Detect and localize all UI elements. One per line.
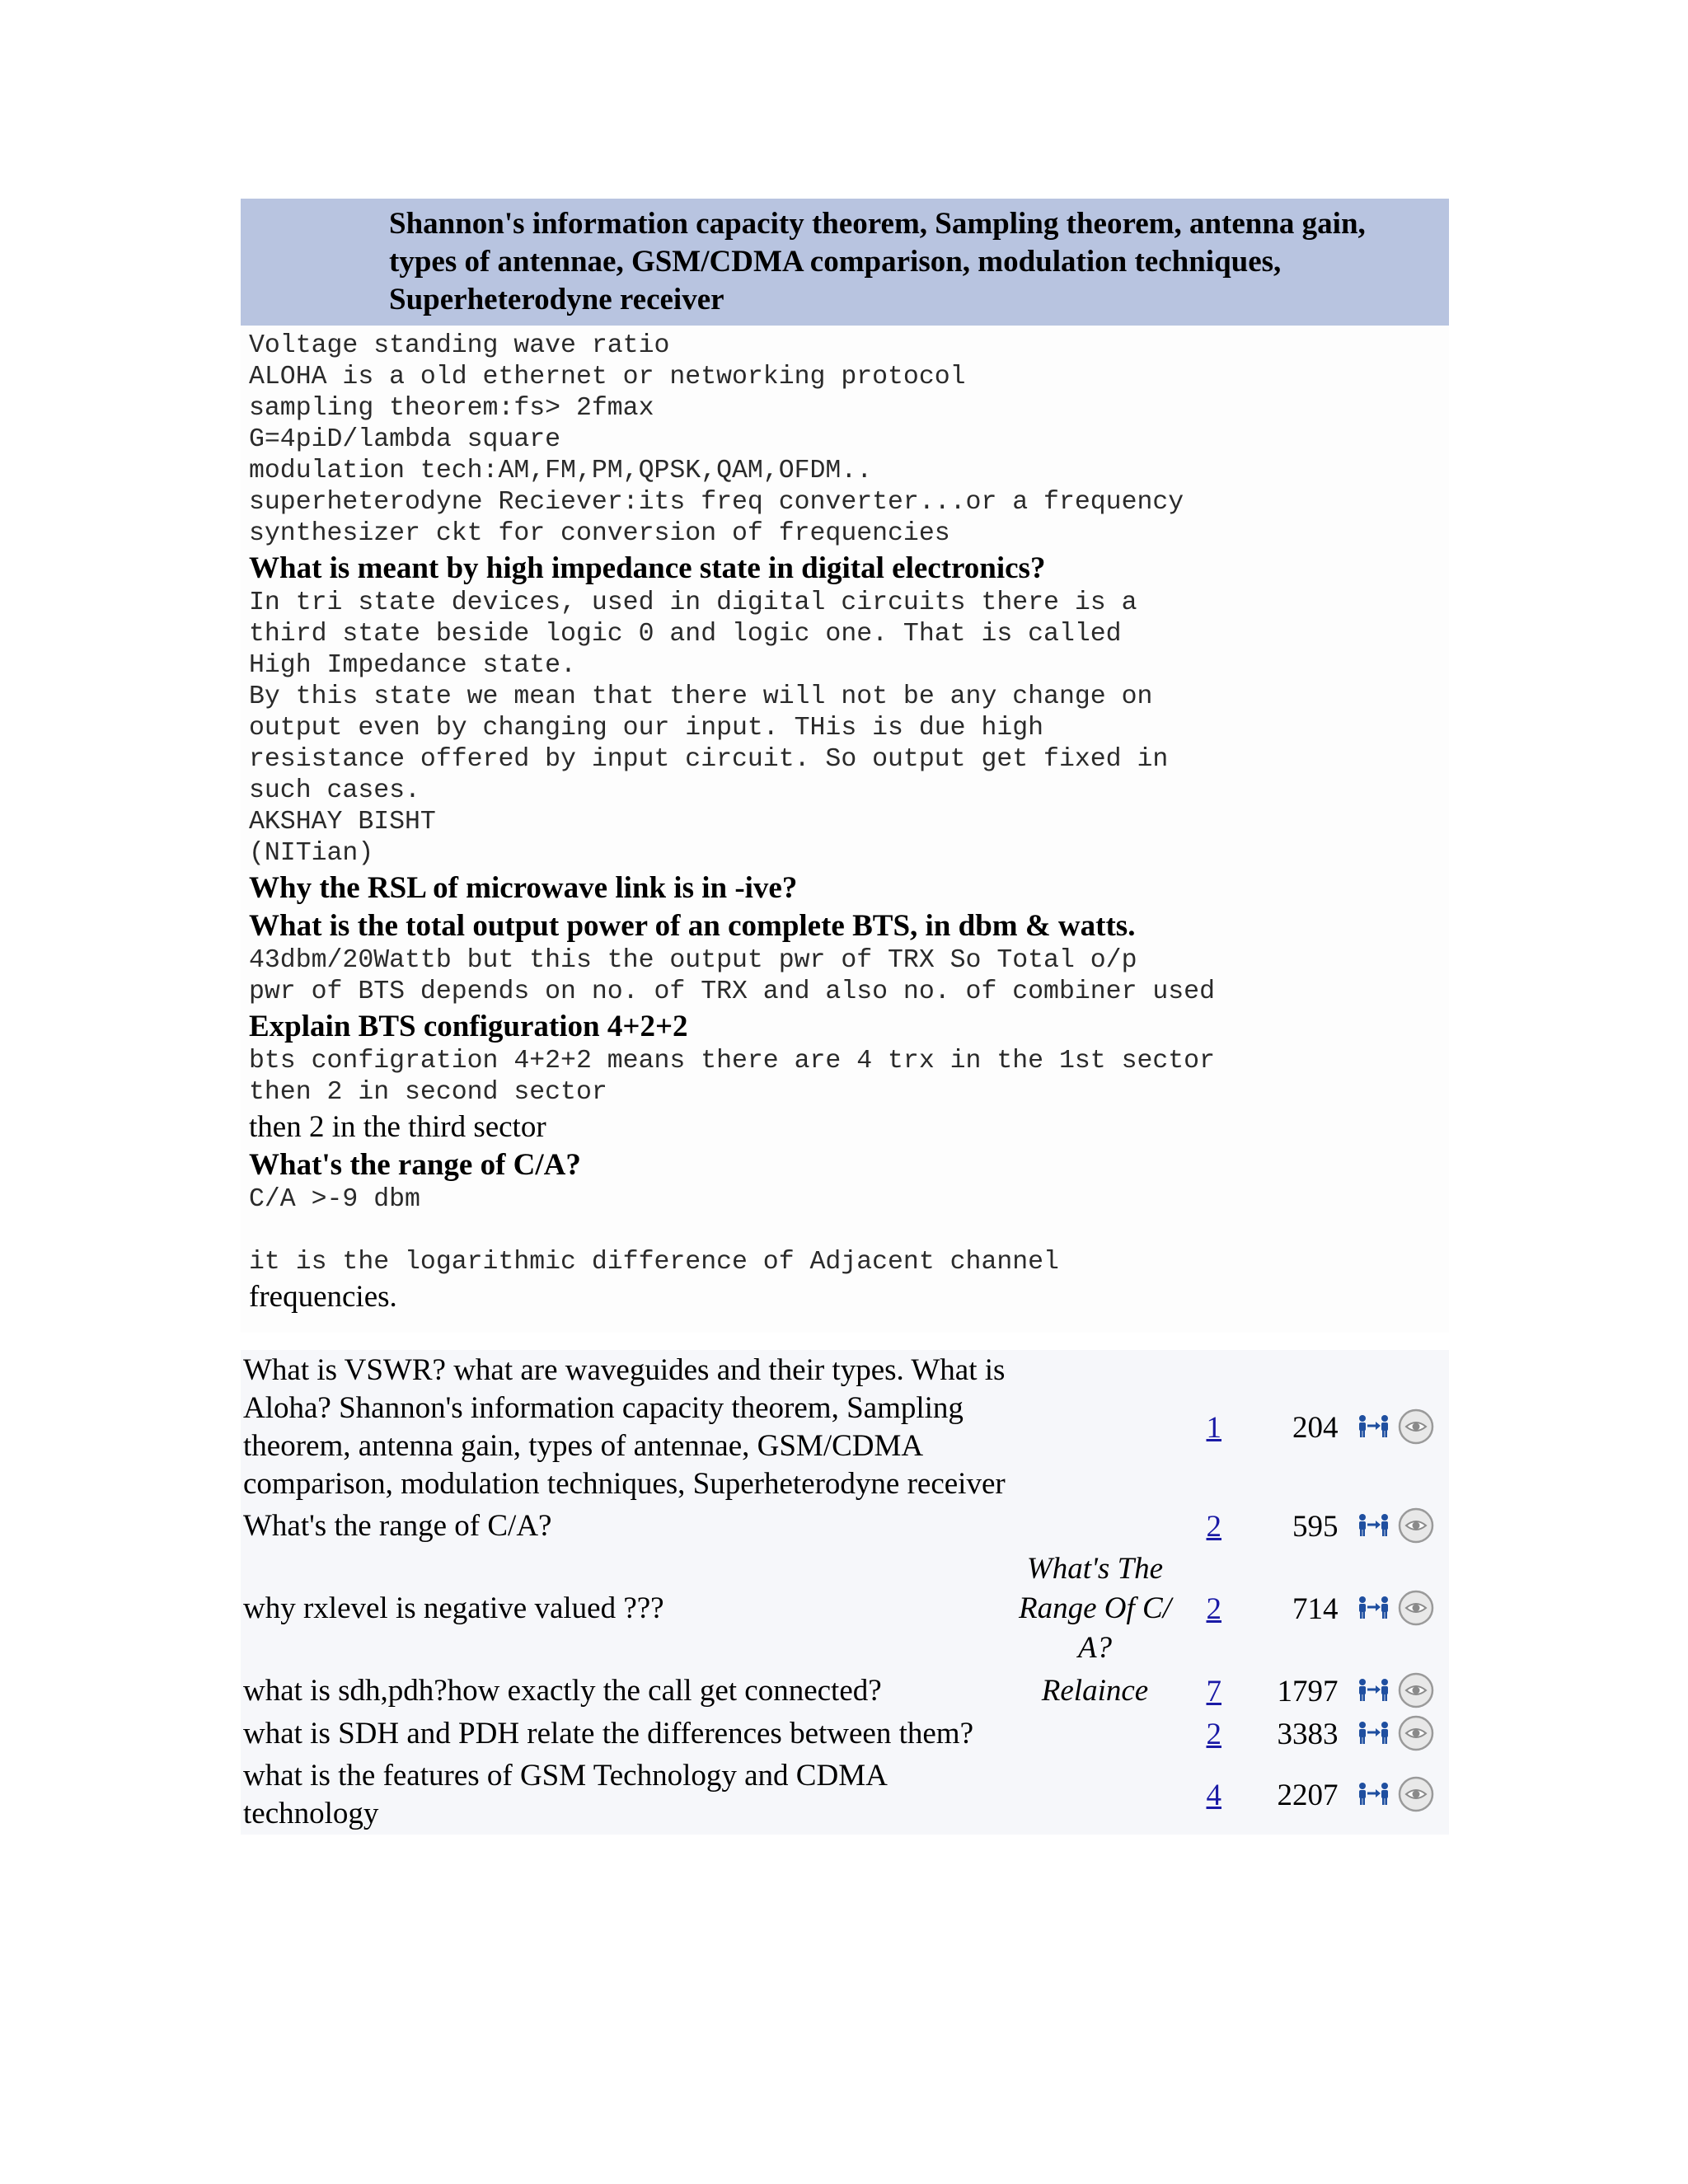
answer-line: then 2 in second sector <box>249 1078 607 1107</box>
answer-block-1 <box>249 330 1441 550</box>
answer-line: Voltage standing wave ratio <box>249 331 670 360</box>
question-heading: What is meant by high impedance state in digital electronics? <box>249 551 1046 585</box>
table-row <box>241 1670 1449 1713</box>
question-heading: What's the range of C/A? <box>249 1148 581 1182</box>
answers-count-cell <box>1182 1713 1246 1755</box>
answer-line: superheterodyne Reciever:its freq converter...or a frequency <box>249 488 1184 517</box>
answers-count-link[interactable]: 2 <box>1206 1717 1221 1751</box>
spacer <box>249 1216 1441 1247</box>
answers-count-link[interactable]: 4 <box>1206 1778 1221 1812</box>
answer-line: frequencies. <box>249 1280 397 1314</box>
question-heading: Explain BTS configuration 4+2+2 <box>249 1010 688 1043</box>
views-count: 714 <box>1292 1591 1339 1626</box>
answers-count-link[interactable]: 7 <box>1206 1674 1221 1708</box>
views-count: 2207 <box>1277 1778 1339 1812</box>
answer-line: By this state we mean that there will not be any change on <box>249 682 1153 711</box>
row-actions <box>1344 1548 1449 1670</box>
answers-count-link[interactable]: 1 <box>1206 1410 1221 1445</box>
answer-line: G=4piD/lambda square <box>249 425 561 454</box>
answers-count-cell <box>1182 1670 1246 1713</box>
answer-block-2 <box>249 588 1441 869</box>
table-row <box>241 1548 1449 1670</box>
answer-line: output even by changing our input. THis is due high <box>249 714 1044 743</box>
answer-line: then 2 in the third sector <box>249 1110 546 1144</box>
share-people-icon[interactable] <box>1356 1678 1392 1703</box>
answer-line: (NITian) <box>249 839 374 868</box>
header-band <box>241 199 1449 326</box>
table-row <box>241 1713 1449 1755</box>
question-link[interactable]: What is VSWR? what are waveguides and their types. What is Aloha? Shannon's information capacity theorem, Sampling theorem, antenna gain, types of antennae, GSM/CDMA comparison, modulation techniques, Superheterodyne receiver <box>243 1353 1006 1501</box>
row-actions <box>1344 1670 1449 1713</box>
question-link[interactable]: what is the features of GSM Technology and CDMA technology <box>243 1759 886 1830</box>
answer-line: sampling theorem:fs> 2fmax <box>249 394 654 423</box>
answer-line: modulation tech:AM,FM,PM,QPSK,QAM,OFDM.. <box>249 457 873 485</box>
related-questions-table <box>241 1350 1449 1835</box>
share-people-icon[interactable] <box>1356 1596 1392 1620</box>
answer-line: C/A >-9 dbm <box>249 1185 420 1214</box>
question-tag: What's The Range Of C/ A? <box>1019 1552 1171 1665</box>
page-title: Shannon's information capacity theorem, Sampling theorem, antenna gain, types of antennae, GSM/CDMA comparison, modulation techniques, Superheterodyne receiver <box>389 207 1366 316</box>
share-people-icon[interactable] <box>1356 1414 1392 1439</box>
table-row <box>241 1505 1449 1548</box>
table-row <box>241 1350 1449 1505</box>
eye-view-icon[interactable] <box>1397 1408 1435 1446</box>
answers-count-cell <box>1182 1350 1246 1505</box>
eye-view-icon[interactable] <box>1397 1714 1435 1752</box>
row-actions <box>1344 1713 1449 1755</box>
question-heading: Why the RSL of microwave link is in -ive? <box>249 871 798 905</box>
question-heading: What is the total output power of an complete BTS, in dbm & watts. <box>249 909 1136 943</box>
answer-line: synthesizer ckt for conversion of frequencies <box>249 519 950 548</box>
answer-block-3 <box>249 945 1441 1008</box>
views-count: 595 <box>1292 1509 1339 1544</box>
main-content <box>241 199 1449 1333</box>
row-actions <box>1344 1350 1449 1505</box>
answer-line: it is the logarithmic difference of Adjacent channel <box>249 1248 1059 1277</box>
answer-line: such cases. <box>249 776 420 805</box>
answers-count-cell <box>1182 1548 1246 1670</box>
row-actions <box>1344 1505 1449 1548</box>
answer-line: 43dbm/20Wattb but this the output pwr of TRX So Total o/p <box>249 946 1137 975</box>
share-people-icon[interactable] <box>1356 1513 1392 1538</box>
views-count: 1797 <box>1277 1674 1339 1708</box>
answers-count-link[interactable]: 2 <box>1206 1591 1221 1626</box>
question-link[interactable]: What's the range of C/A? <box>243 1509 552 1543</box>
eye-view-icon[interactable] <box>1397 1589 1435 1627</box>
row-actions <box>1344 1755 1449 1835</box>
answer-line: AKSHAY BISHT <box>249 808 436 837</box>
answers-count-cell <box>1182 1505 1246 1548</box>
share-people-icon[interactable] <box>1356 1782 1392 1807</box>
question-link[interactable]: why rxlevel is negative valued ??? <box>243 1591 664 1625</box>
answer-block-4 <box>249 1046 1441 1108</box>
answer-line: resistance offered by input circuit. So output get fixed in <box>249 745 1169 774</box>
answer-line: In tri state devices, used in digital circuits there is a <box>249 588 1137 617</box>
question-tag <box>1008 1713 1182 1755</box>
answer-line: pwr of BTS depends on no. of TRX and also no. of combiner used <box>249 977 1215 1006</box>
views-count: 204 <box>1292 1410 1339 1445</box>
answer-line: third state beside logic 0 and logic one. That is called <box>249 620 1122 649</box>
question-tag: Relaince <box>1041 1674 1149 1708</box>
answers-count-link[interactable]: 2 <box>1206 1509 1221 1544</box>
views-count: 3383 <box>1277 1717 1339 1751</box>
table-row <box>241 1755 1449 1835</box>
answers-area <box>241 326 1449 1333</box>
question-link[interactable]: what is sdh,pdh?how exactly the call get connected? <box>243 1674 882 1708</box>
question-tag <box>1008 1505 1182 1548</box>
answer-line: bts configration 4+2+2 means there are 4 trx in the 1st sector <box>249 1047 1215 1076</box>
answer-line: ALOHA is a old ethernet or networking protocol <box>249 363 966 391</box>
question-tag <box>1008 1350 1182 1505</box>
answer-line: High Impedance state. <box>249 651 576 680</box>
question-link[interactable]: what is SDH and PDH relate the differences between them? <box>243 1717 973 1750</box>
eye-view-icon[interactable] <box>1397 1507 1435 1544</box>
eye-view-icon[interactable] <box>1397 1775 1435 1813</box>
question-tag <box>1008 1755 1182 1835</box>
answers-count-cell <box>1182 1755 1246 1835</box>
eye-view-icon[interactable] <box>1397 1671 1435 1709</box>
share-people-icon[interactable] <box>1356 1721 1392 1746</box>
